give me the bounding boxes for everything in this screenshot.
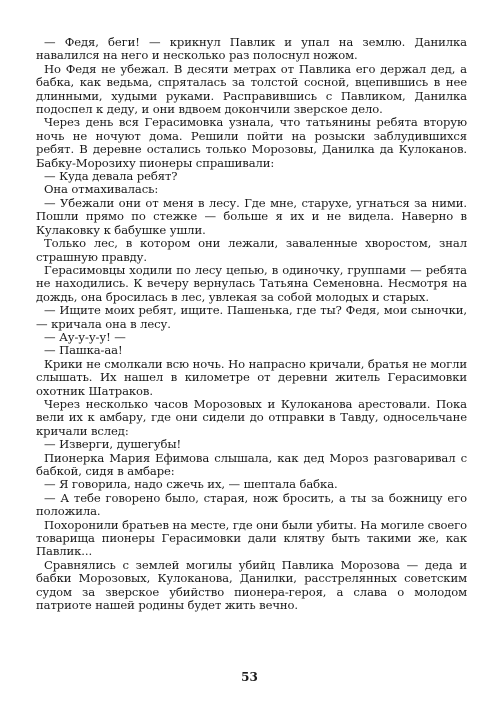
paragraph: — Изверги, душегубы! (44, 437, 182, 452)
paragraph: Только лес, в котором они лежали, заваленные хворостом, знал страшную правду. (36, 236, 467, 264)
paragraph: — Ау-у-у-у! — (44, 329, 126, 344)
page-number: 53 (241, 670, 258, 684)
paragraph: — А тебе говорено было, старая, нож бросить, а ты за божницу его положила. (36, 490, 467, 519)
paragraph: Пионерка Мария Ефимова слышала, как дед Мороз разговаривал с бабкой, сидя в амбаре: (36, 450, 467, 478)
paragraph: Крики не смолкали всю ночь. Но напрасно кричали, братья не могли слышать. Их нашел в километре от деревни житель Герасимовки охотник Шатраков. (36, 356, 467, 398)
paragraph: Герасимовцы ходили по лесу цепью, в одиночку, группами — ребята не находились. К вечеру вернулась Татьяна Семеновна. Несмотря на дождь, она бросилась в лес, увлекая за собой молодых и старых. (36, 262, 467, 304)
paragraph: Сравнялись с землей могилы убийц Павлика Морозова — деда и бабки Морозовых, Кулоканова, Данилки, расстрелянных советским судом за зверское убийство пионера-героя, а слава о молодом патриоте нашей родины будет жить вечно. (36, 557, 467, 613)
paragraph: — Куда девала ребят? (44, 169, 178, 184)
paragraph: — Убежали они от меня в лесу. Где мне, старухе, угнаться за ними. Пошли прямо по стежке — больше я их и не видела. Наверно в Кулаковку к бабушке ушли. (36, 195, 467, 237)
paragraph: Через день вся Герасимовка узнала, что татьянины ребята вторую ночь не ночуют дома. Решили пойти на розыски заблудившихся ребят. В деревне остались только Морозовы, Данилка да Кулоканов. Бабку-Морозиху пионеры спрашивали: (36, 115, 467, 170)
paragraph: — Федя, беги! — крикнул Павлик и упал на землю. Данилка навалился на него и несколько раз полоснул ножом. (36, 35, 467, 63)
paragraph: — Ищите моих ребят, ищите. Пашенька, где ты? Федя, мои сыночки, — кричала она в лесу. (36, 303, 467, 331)
paragraph: Она отмахивалась: (44, 182, 159, 197)
paragraph: Через несколько часов Морозовых и Кулоканова арестовали. Пока вели их к амбару, где они сидели до отправки в Тавду, односельчане кричали вслед: (36, 396, 467, 438)
paragraph: Но Федя не убежал. В десяти метрах от Павлика его держал дед, а бабка, как ведьма, спряталась за толстой сосной, вцепившись в нее длинными, худыми руками. Расправившись с Павликом, Данилка подоспел к деду, и они вдвоем докончили зверское дело. (36, 61, 467, 117)
paragraph: — Пашка-аа! (44, 343, 123, 358)
paragraph: Похоронили братьев на месте, где они были убиты. На могиле своего товарища пионеры Герасимовки дали клятву быть такими же, как Павлик... (36, 517, 467, 559)
paragraph: — Я говорила, надо сжечь их, — шептала бабка. (44, 477, 338, 492)
page-body (36, 36, 467, 612)
